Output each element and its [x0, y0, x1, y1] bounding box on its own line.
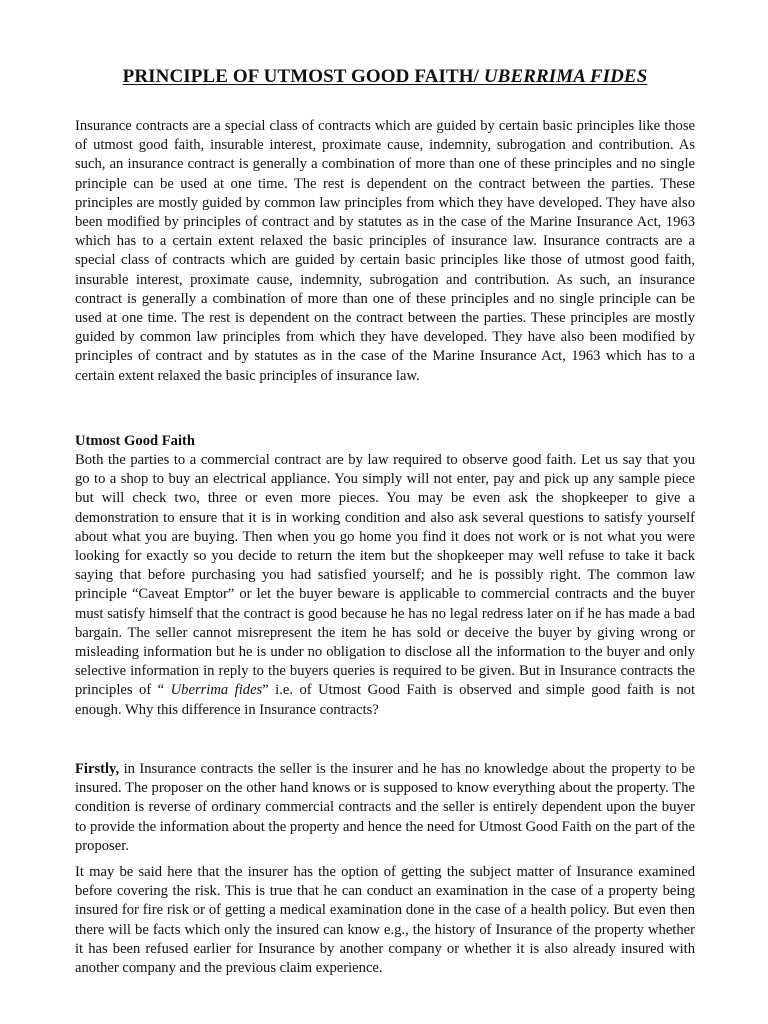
title-italic: UBERRIMA FIDES — [483, 66, 648, 87]
closing-paragraph: It may be said here that the insurer has the option of getting the subject matter of Insurance examined before covering the risk. This is true that he can conduct an examination in the case of a property being insured for fire risk or of getting a medical examination done in the case of a health policy. But even then there will be facts which only the insured can know e.g., the history of Insurance of the property whether it has been refused earlier for Insurance by another company or whether it is also already insured with another company and the previous claim experience. — [75, 864, 695, 977]
title-plain: PRINCIPLE OF UTMOST GOOD FAITH/ — [122, 66, 484, 87]
firstly-paragraph — [75, 760, 695, 856]
intro-paragraph: Insurance contracts are a special class of contracts which are guided by certain basic principles like those of utmost good faith, insurable interest, proximate cause, indemnity, subrogation and contribution. As such, an insurance contract is generally a combination of more than one of these principles and no single principle can be used at one time. The rest is dependent on the contract between the parties. These principles are mostly guided by common law principles from which they have developed. They have also been modified by principles of contract and by statutes as in the case of the Marine Insurance Act, 1963 which has to a certain extent relaxed the basic principles of insurance law. Insurance contracts are a special class of contracts which are guided by certain basic principles like those of utmost good faith, insurable interest, proximate cause, indemnity, subrogation and contribution. As such, an insurance contract is generally a combination of more than one of these principles and no single principle can be used at one time. The rest is dependent on the contract between the parties. These principles are mostly guided by common law principles from which they have developed. They have also been modified by principles of contract and by statutes as in the case of the Marine Insurance Act, 1963 which has to a certain extent relaxed the basic principles of insurance law. — [75, 118, 695, 384]
utmost-good-faith-text: Both the parties to a commercial contract are by law required to observe good faith. Let us say that you go to a shop to buy an electrical appliance. You simply will not enter, pay and pick up any sample piece but will check two, three or even more pieces. You may be even ask the shopkeeper to give a demonstration to ensure that it is in working condition and also ask several questions to satisfy yourself about what you are buying. Then when you go home you find it does not work or is not what you were looking for exactly so you decide to return the item but the shopkeeper may well refuse to take it back saying that before purchasing you had satisfied yourself; and he is possibly right. The common law principle “Caveat Emptor” or let the buyer beware is applicable to commercial contracts and the buyer must satisfy himself that the contract is good because he has no legal redress later on if he has made a bad bargain. The seller cannot misrepresent the item he has sold or deceive the buyer by giving wrong or misleading information but he is under no obligation to disclose all the information to the buyer and only selective information in reply to the buyers queries is required to be given. But in Insurance contracts the principles of “ — [75, 452, 695, 699]
firstly-body: in Insurance contracts the seller is the insurer and he has no knowledge about the property to be insured. The proposer on the other hand knows or is supposed to know everything about the property. The condition is reverse of ordinary commercial contracts and the seller is entirely dependent upon the buyer to provide the information about the property and hence the need for Utmost Good Faith on the part of the proposer. — [75, 761, 695, 854]
utmost-good-faith-text-end: ” i.e. of Utmost Good Faith is observed and simple good faith is not enough. Why this difference in Insurance contracts? — [75, 682, 696, 718]
section-heading: Utmost Good Faith — [75, 433, 195, 449]
firstly-lead: Firstly, — [75, 761, 120, 777]
utmost-good-faith-paragraph — [75, 451, 695, 720]
page-title — [75, 66, 695, 88]
uberrima-fides-term: Uberrima fides — [170, 682, 263, 699]
